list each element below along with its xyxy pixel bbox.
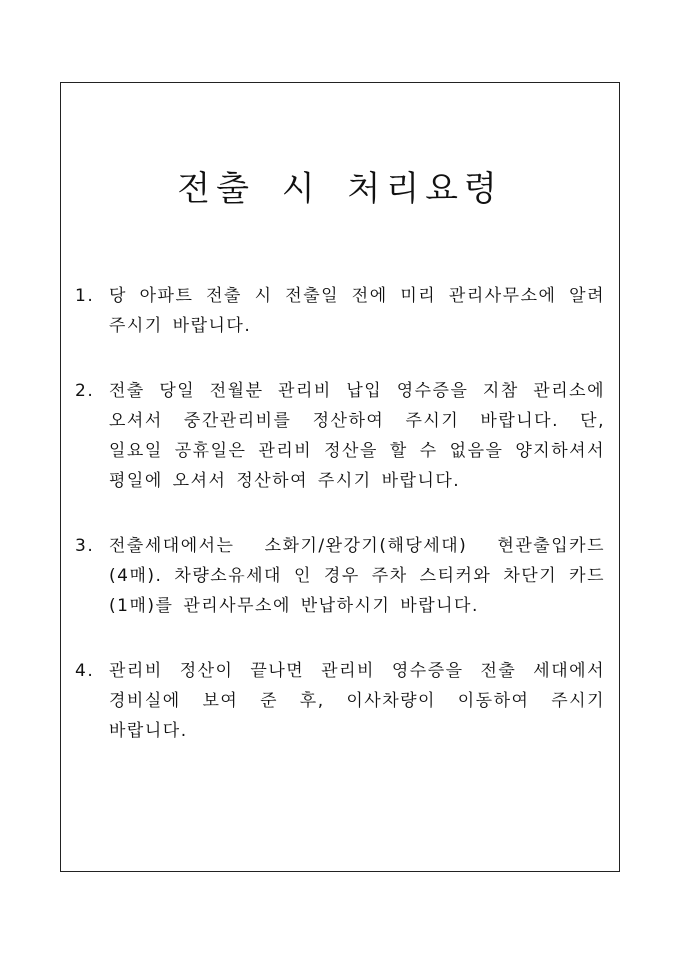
list-item bbox=[75, 656, 605, 746]
item-text: 전출 당일 전월분 관리비 납입 영수증을 지참 관리소에 오셔서 중간관리비를 정산하여 주시기 바랍니다. 단, 일요일 공휴일은 관리비 정산을 할 수 없음을 양지하셔서 평일에 오셔서 정산하여 주시기 바랍니다. bbox=[109, 381, 605, 491]
item-number: 2. bbox=[75, 381, 95, 401]
document-title: 전출 시 처리요령 bbox=[177, 169, 503, 209]
list-item bbox=[75, 531, 605, 621]
list-item bbox=[75, 281, 605, 341]
item-number: 1. bbox=[75, 286, 95, 306]
list-item bbox=[75, 376, 605, 496]
notice-list bbox=[75, 281, 605, 781]
notice-document bbox=[60, 82, 620, 872]
item-text: 전출세대에서는 소화기/완강기(해당세대) 현관출입카드(4매). 차량소유세대 인 경우 주차 스티커와 차단기 카드(1매)를 관리사무소에 반납하시기 바랍니다. bbox=[109, 536, 605, 616]
item-text: 관리비 정산이 끝나면 관리비 영수증을 전출 세대에서 경비실에 보여 준 후, 이사차량이 이동하여 주시기 바랍니다. bbox=[109, 661, 605, 741]
item-text: 당 아파트 전출 시 전출일 전에 미리 관리사무소에 알려 주시기 바랍니다. bbox=[109, 286, 605, 336]
item-number: 3. bbox=[75, 536, 95, 556]
item-number: 4. bbox=[75, 661, 95, 681]
